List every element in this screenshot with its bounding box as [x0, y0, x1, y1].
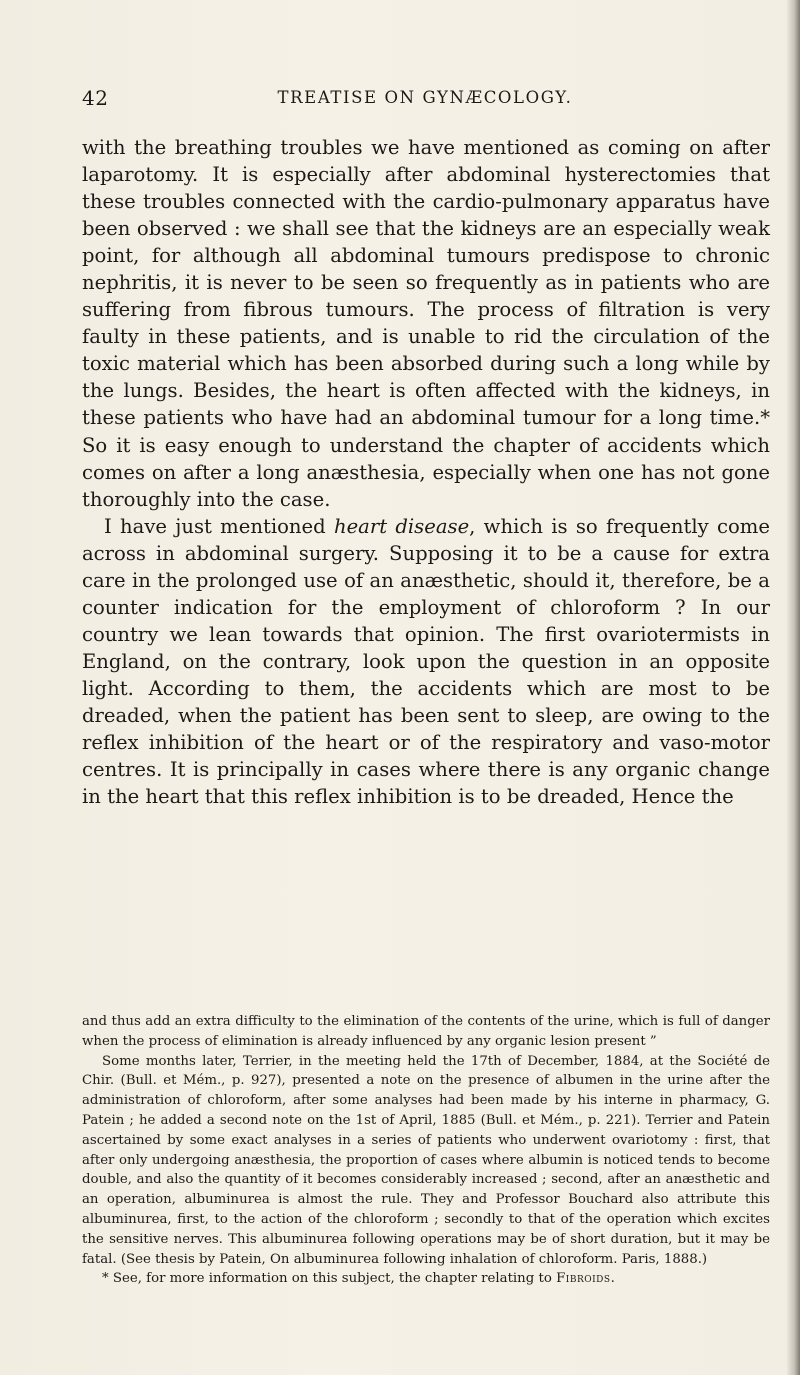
paragraph-2: [82, 513, 770, 811]
paragraph-2-end: , which is so frequently come across in abdominal surgery. Supposing it to be a cause for extra care in the prolonged use of an anæsthetic, should it, therefore, be a counter indication for the employment of chloroform ? In our country we lean towards that opinion. The first ovariotermists in England, on the contrary, look upon the question in an opposite light. According to them, the accidents which are most to be dreaded, when the patient has been sent to sleep, are owing to the reflex inhibition of the heart or of the respiratory and vaso-motor centres. It is principally in cases where there is any organic change in the heart that this reflex inhibition is to be dreaded, Hence the: [82, 514, 770, 809]
paragraph-2-italic: heart disease: [333, 514, 470, 538]
paragraph-2-start: I have just mentioned: [104, 514, 334, 538]
footnote-fibroids-smallcaps: Fibroids: [556, 1271, 611, 1287]
footnote-terrier: Some months later, Terrier, in the meeting held the 17th of December, 1884, at the Société de Chir. (Bull. et Mém., p. 927), presented a note on the presence of albumen in the urine after the administration of chloroform, after some analyses had been made by his interne in pharmacy, G. Patein ; he added a second note on the 1st of April, 1885 (Bull. et Mém., p. 221). Terrier and Patein ascertained by some exact analyses in a series of patients who underwent ovariotomy : first, that after only undergoing anæsthesia, the proportion of cases where albumin is noticed tends to become double, and also the quantity of it becomes considerably increased ; second, after an anæsthetic and an operation, albuminurea is almost the rule. They and Professor Bouchard also attribute this albuminurea, first, to the action of the chloroform ; secondly to that of the operation which excites the sensitive nerves. This albuminurea following operations may be of short duration, but it may be fatal. (See thesis by Patein, On albuminurea following inhalation of chloroform. Paris, 1888.): [82, 1053, 770, 1267]
footnote-fibroids-end: .: [610, 1271, 615, 1287]
body-text: [82, 134, 770, 810]
page-edge-shadow: [786, 0, 800, 1375]
page-number: 42: [82, 86, 109, 110]
running-head: TREATISE ON GYNÆCOLOGY.: [277, 88, 573, 107]
page-header: [82, 86, 768, 112]
paragraph-1: with the breathing troubles we have mentioned as coming on after laparotomy. It is especially after abdominal hysterectomies that these troubles connected with the cardio-pulmonary apparatus have been observed : we shall see that the kidneys are an especially weak point, for although all abdominal tumours predispose to chronic nephritis, it is never to be seen so frequently as in patients who are suffering from fibrous tumours. The process of filtration is very faulty in these patients, and is unable to rid the circulation of the toxic material which has been absorbed during such a long while by the lungs. Besides, the heart is often affected with the kidneys, in these patients who have had an abdominal tumour for a long time.* So it is easy enough to understand the chapter of accidents which comes on after a long anæsthesia, especially when one has not gone thoroughly into the case.: [82, 136, 770, 511]
footnotes: [82, 1012, 770, 1289]
footnote-fibroids: [82, 1269, 770, 1289]
footnote-fibroids-start: * See, for more information on this subject, the chapter relating to: [102, 1271, 557, 1287]
footnote-continuation: and thus add an extra difficulty to the elimination of the contents of the urine, which is full of danger when the process of elimination is already influenced by any organic lesion present ”: [82, 1014, 770, 1049]
